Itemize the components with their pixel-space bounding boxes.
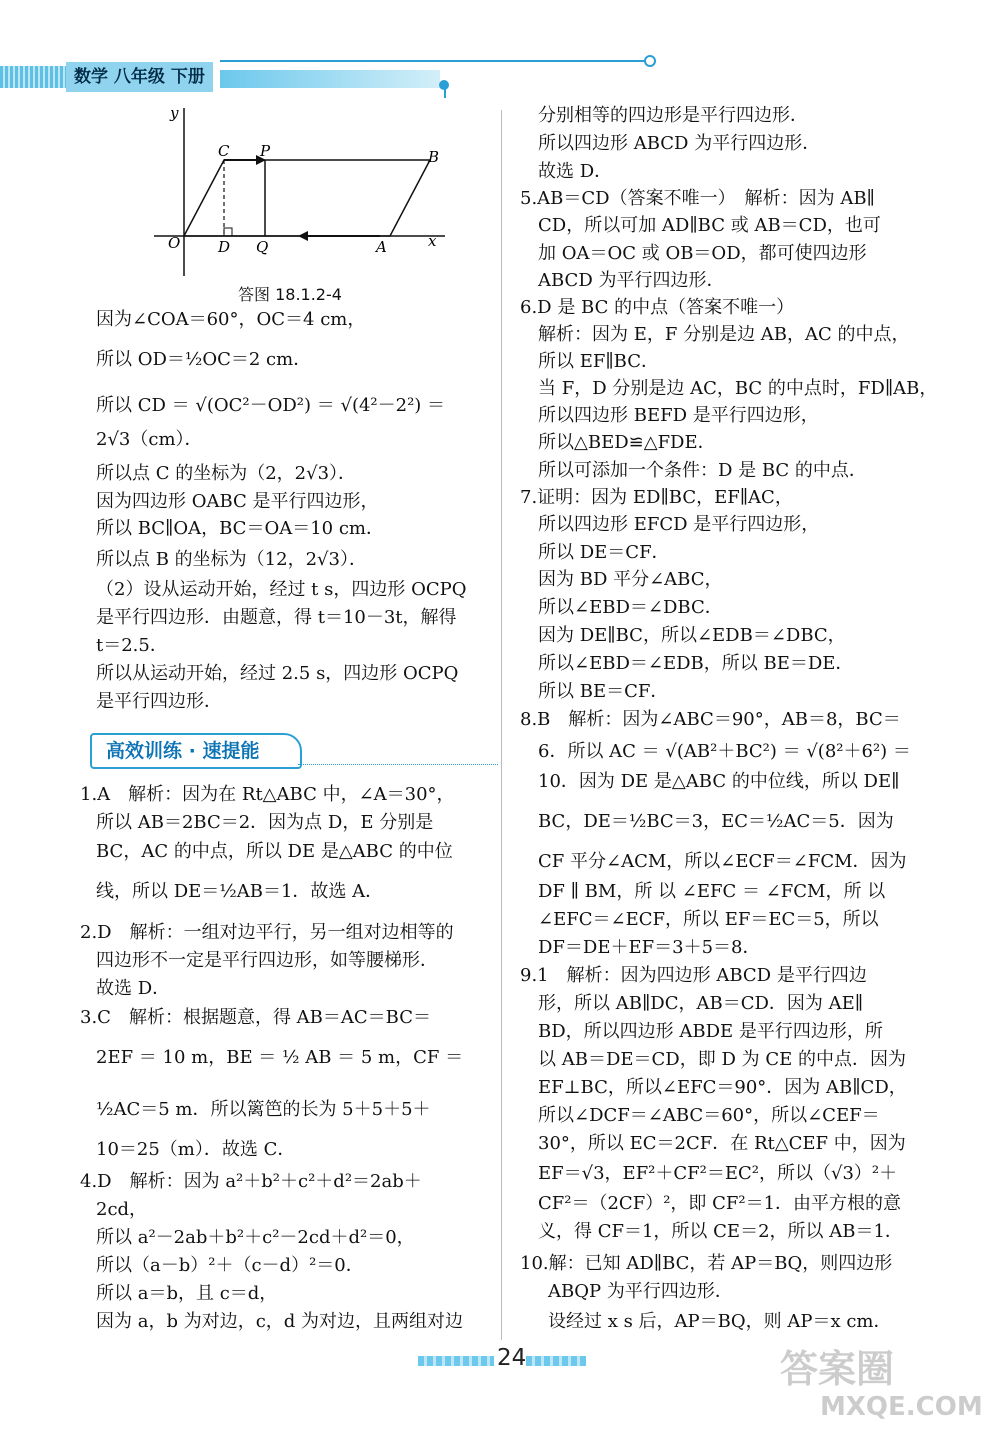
text-line: 设经过 x s 后，AP＝BQ，则 AP＝x cm． [548,1311,892,1332]
text-line: EF＝√3，EF²＋CF²＝EC²，所以（√3）²＋ [538,1163,898,1184]
text-line: t＝2.5． [96,635,168,656]
figure-caption: 答图 18.1.2-4 [238,285,342,304]
text-line: 7.证明：因为 ED∥BC，EF∥AC， [520,487,793,508]
text-line: 所以∠EBD＝∠DBC． [538,597,723,618]
text-line: ABQP 为平行四边形． [548,1281,733,1302]
label-c: C [218,142,230,160]
label-q: Q [256,238,269,256]
section-title-box [90,733,302,769]
text-line: 所以 a²－2ab＋b²＋c²－2cd＋d²＝0， [96,1227,415,1248]
text-line: 10．因为 DE 是△ABC 的中位线，所以 DE∥ [538,771,900,792]
text-line: 四边形不一定是平行四边形，如等腰梯形． [96,950,438,971]
header-line [220,60,648,62]
footer-decoration-right [526,1356,586,1366]
text-line: 所以点 C 的坐标为（2，2√3）． [96,463,357,484]
text-line: 所以∠EBD＝∠EDB，所以 BE＝DE． [538,653,854,674]
text-line: 因为∠COA＝60°，OC＝4 cm， [96,309,366,330]
text-line: 因为 a，b 为对边，c，d 为对边，且两组对边 [96,1311,464,1332]
text-line: 6．所以 AC ＝ √(AB²＋BC²) ＝ √(8²＋6²) ＝ [538,741,911,762]
text-line: 2cd， [96,1199,148,1220]
footer-decoration-left [418,1356,494,1366]
text-line: 10＝25（m）．故选 C． [96,1139,296,1160]
text-line: CF²＝（2CF）²，即 CF²＝1．由平方根的意 [538,1193,902,1214]
section-divider [298,764,498,766]
text-line: 解析：因为 E，F 分别是边 AB，AC 的中点， [538,324,910,345]
text-line: EF⊥BC，所以∠EFC＝90°．因为 AB∥CD， [538,1077,907,1098]
text-line: 加 OA＝OC 或 OB＝OD，都可使四边形 [538,243,867,264]
geometry-figure [140,100,460,280]
text-line: （2）设从运动开始，经过 t s，四边形 OCPQ [96,579,467,600]
text-line: 6.D 是 BC 的中点（答案不唯一） [520,297,795,318]
label-d: D [218,238,231,256]
text-line: BC，DE＝½BC＝3，EC＝½AC＝5．因为 [538,811,894,832]
header-circle-icon [644,55,656,67]
text-line: 形，所以 AB∥DC，AB＝CD．因为 AE∥ [538,993,864,1014]
header-title: 数学 八年级 下册 [66,62,213,92]
text-line: 分别相等的四边形是平行四边形． [538,105,808,126]
text-line: 所以四边形 ABCD 为平行四边形． [538,133,821,154]
text-line: ∠EFC＝∠ECF，所以 EF＝EC＝5，所以 [538,909,879,930]
text-line: CF 平分∠ACM，所以∠ECF＝∠FCM．因为 [538,851,907,872]
text-line: 9.1 解析：因为四边形 ABCD 是平行四边 [520,965,867,986]
text-line: 所以四边形 BEFD 是平行四边形， [538,405,819,426]
label-p: P [260,142,271,160]
text-line: 5.AB＝CD（答案不唯一） 解析：因为 AB∥ [520,188,875,209]
text-line: 2√3（cm）． [96,429,203,450]
text-line: 所以 AB＝2BC＝2．因为点 D，E 分别是 [96,812,434,833]
text-line: DF＝DE＋EF＝3＋5＝8． [538,937,761,958]
page-header [0,58,1000,98]
text-line: 2.D 解析：一组对边平行，另一组对边相等的 [80,922,454,943]
label-x: x [428,232,437,250]
text-line: 所以可添加一个条件：D 是 BC 的中点． [538,460,867,481]
label-o: O [168,234,181,252]
label-b: B [428,148,440,166]
header-bar [220,70,440,88]
text-line: 所以△BED≌△FDE． [538,432,716,453]
text-line: ABCD 为平行四边形． [538,270,725,291]
text-line: 所以（a－b）²＋（c－d）²＝0． [96,1255,364,1276]
text-line: 所以∠DCF＝∠ABC＝60°，所以∠CEF＝ [538,1105,880,1126]
text-line: 义，得 CF＝1，所以 CE＝2，所以 AB＝1． [538,1221,903,1242]
text-line: 2EF ＝ 10 m，BE ＝ ½ AB ＝ 5 m，CF ＝ [96,1047,464,1068]
text-line: 所以 EF∥BC． [538,351,659,372]
text-line: 所以 OD＝½OC＝2 cm． [96,349,312,370]
text-line: 故选 D． [538,161,613,182]
label-y: y [170,104,179,122]
text-line: 所以四边形 EFCD 是平行四边形， [538,514,820,535]
text-line: 所以 BC∥OA，BC＝OA＝10 cm． [96,518,384,539]
label-a: A [376,238,387,256]
text-line: 所以 DE＝CF． [538,542,670,563]
watermark-logo: 答案圈 [780,1347,895,1391]
text-line: 线，所以 DE＝½AB＝1．故选 A． [96,881,384,902]
header-dot-icon [439,80,449,90]
arrow-head-left-icon [298,231,308,241]
text-line: 1.A 解析：因为在 Rt△ABC 中，∠A＝30°， [80,784,455,805]
text-line: 所以从运动开始，经过 2.5 s，四边形 OCPQ [96,663,459,684]
section-title: 高效训练 · 速提能 [106,740,260,762]
text-line: 8.B 解析：因为∠ABC＝90°，AB＝8，BC＝ [520,709,901,730]
parallelogram-oabc [184,160,430,236]
text-line: ½AC＝5 m．所以篱笆的长为 5＋5＋5＋ [96,1099,431,1120]
column-divider [501,110,502,1340]
text-line: 所以 CD ＝ √(OC²－OD²) ＝ √(4²－2²) ＝ [96,395,446,416]
text-line: 所以 BE＝CF． [538,681,669,702]
text-line: CD，所以可加 AD∥BC 或 AB＝CD，也可 [538,215,881,236]
text-line: 是平行四边形． [96,691,222,712]
right-angle-mark [224,228,232,236]
text-line: 当 F，D 分别是边 AC，BC 的中点时，FD∥AB， [538,378,938,399]
text-line: 30°，所以 EC＝2CF．在 Rt△CEF 中，因为 [538,1133,906,1154]
text-line: DF ∥ BM，所 以 ∠EFC ＝ ∠FCM，所 以 [538,881,886,902]
text-line: 因为 DE∥BC，所以∠EDB＝∠DBC， [538,625,846,646]
watermark-url: MXQE.COM [820,1392,983,1422]
text-line: 以 AB＝DE＝CD，即 D 为 CE 的中点．因为 [538,1049,906,1070]
text-line: 所以 a＝b，且 c＝d， [96,1283,278,1304]
text-line: 因为四边形 OABC 是平行四边形， [96,491,379,512]
text-line: BD，所以四边形 ABDE 是平行四边形，所 [538,1021,883,1042]
text-line: 因为 BD 平分∠ABC， [538,569,723,590]
text-line: 所以点 B 的坐标为（12，2√3）． [96,549,367,570]
text-line: BC，AC 的中点，所以 DE 是△ABC 的中位 [96,841,453,862]
text-line: 10.解：已知 AD∥BC，若 AP＝BQ，则四边形 [520,1253,893,1274]
header-stripes [0,66,68,88]
page-number: 24 [497,1345,527,1371]
text-line: 4.D 解析：因为 a²＋b²＋c²＋d²＝2ab＋ [80,1171,422,1192]
text-line: 是平行四边形．由题意，得 t＝10－3t，解得 [96,607,457,628]
text-line: 故选 D． [96,978,171,999]
text-line: 3.C 解析：根据题意，得 AB＝AC＝BC＝ [80,1007,431,1028]
